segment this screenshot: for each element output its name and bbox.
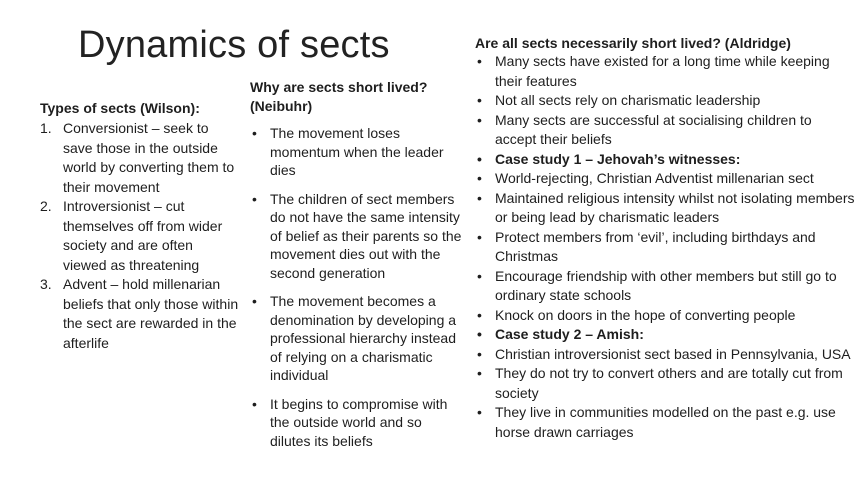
aldridge-list-item (475, 91, 855, 111)
slide-title: Dynamics of sects (78, 24, 390, 66)
aldridge-list-item (475, 228, 855, 267)
aldridge-item-text: World-rejecting, Christian Adventist millenarian sect (495, 170, 814, 186)
aldridge-item-text: Case study 1 – Jehovah’s witnesses: (495, 150, 741, 167)
aldridge-item-text: Knock on doors in the hope of converting people (495, 306, 796, 323)
bullet-icon: • (477, 365, 482, 381)
bullet-icon: • (252, 293, 257, 309)
aldridge-item-text: They do not try to convert others and are totally cut from society (495, 365, 843, 401)
list-number: 1. (40, 120, 52, 136)
bullet-icon: • (477, 326, 482, 342)
aldridge-list-item (475, 52, 855, 91)
case-study-heading (475, 150, 855, 170)
neibuhr-heading: Why are sects short lived? (Neibuhr) (250, 79, 428, 114)
aldridge-item-text: Many sects are successful at socialising children to accept their beliefs (495, 111, 812, 147)
bullet-icon: • (477, 150, 482, 167)
aldridge-list-item (475, 403, 855, 442)
types-heading: Types of sects (Wilson): (40, 100, 200, 116)
list-number: 2. (40, 198, 52, 214)
aldridge-list-item (475, 169, 855, 189)
aldridge-item-text: Maintained religious intensity whilst not isolating members or being lead by charismatic leaders (495, 189, 855, 225)
aldridge-item-text: Christian introversionist sect based in Pennsylvania, USA (495, 345, 851, 362)
aldridge-heading: Are all sects necessarily short lived? (Aldridge) (475, 35, 791, 51)
neibuhr-item-text: The movement loses momentum when the leader dies (270, 125, 444, 178)
bullet-icon: • (477, 306, 482, 323)
types-of-sects-column (40, 99, 240, 353)
bullet-icon: • (477, 267, 482, 284)
list-number: 3. (40, 276, 52, 292)
aldridge-item-text: They live in communities modelled on the past e.g. use horse drawn carriages (495, 404, 836, 440)
bullet-icon: • (252, 395, 257, 412)
types-list-item (40, 119, 240, 197)
neibuhr-column (250, 78, 465, 460)
aldridge-item-text: Encourage friendship with other members but still go to ordinary state schools (495, 267, 837, 303)
types-list-item (40, 197, 240, 275)
aldridge-item-text: Case study 2 – Amish: (495, 326, 644, 342)
neibuhr-list-item (250, 190, 465, 283)
case-study-heading (475, 325, 855, 345)
types-item-text: Conversionist – seek to save those in the outside world by converting them to their movement (63, 120, 235, 195)
aldridge-list-item (475, 189, 855, 228)
bullet-icon: • (477, 53, 482, 69)
neibuhr-item-text: The children of sect members do not have the same intensity of belief as their parents so the movement dies out with the second generation (270, 190, 462, 281)
aldridge-column (475, 34, 855, 442)
types-list (40, 119, 240, 353)
aldridge-list-item (475, 345, 855, 365)
neibuhr-list-item (250, 292, 465, 385)
bullet-icon: • (477, 228, 482, 245)
neibuhr-item-text: The movement becomes a denomination by developing a professional hierarchy instead of relying on a charismatic individual (270, 293, 457, 383)
types-item-text: Introversionist – cut themselves off from wider society and are often viewed as threatening (63, 198, 223, 273)
aldridge-list-item (475, 306, 855, 326)
types-item-text: Advent – hold millenarian beliefs that only those within the sect are rewarded in the afterlife (63, 276, 239, 351)
neibuhr-list-item (250, 395, 465, 451)
neibuhr-list-item (250, 124, 465, 180)
types-list-item (40, 275, 240, 353)
bullet-icon: • (477, 111, 482, 128)
neibuhr-item-text: It begins to compromise with the outside world and so dilutes its beliefs (270, 395, 448, 449)
bullet-icon: • (252, 190, 257, 207)
bullet-icon: • (477, 92, 482, 108)
bullet-icon: • (477, 170, 482, 186)
bullet-icon: • (477, 189, 482, 206)
bullet-icon: • (477, 345, 482, 362)
neibuhr-list (250, 124, 465, 450)
aldridge-item-text: Not all sects rely on charismatic leadership (495, 92, 761, 108)
bullet-icon: • (477, 404, 482, 420)
aldridge-list-item (475, 111, 855, 150)
aldridge-item-text: Protect members from ‘evil’, including birthdays and Christmas (495, 228, 816, 264)
aldridge-list-item (475, 364, 855, 403)
aldridge-list (475, 52, 855, 442)
aldridge-list-item (475, 267, 855, 306)
bullet-icon: • (252, 125, 257, 141)
aldridge-item-text: Many sects have existed for a long time while keeping their features (495, 53, 830, 89)
